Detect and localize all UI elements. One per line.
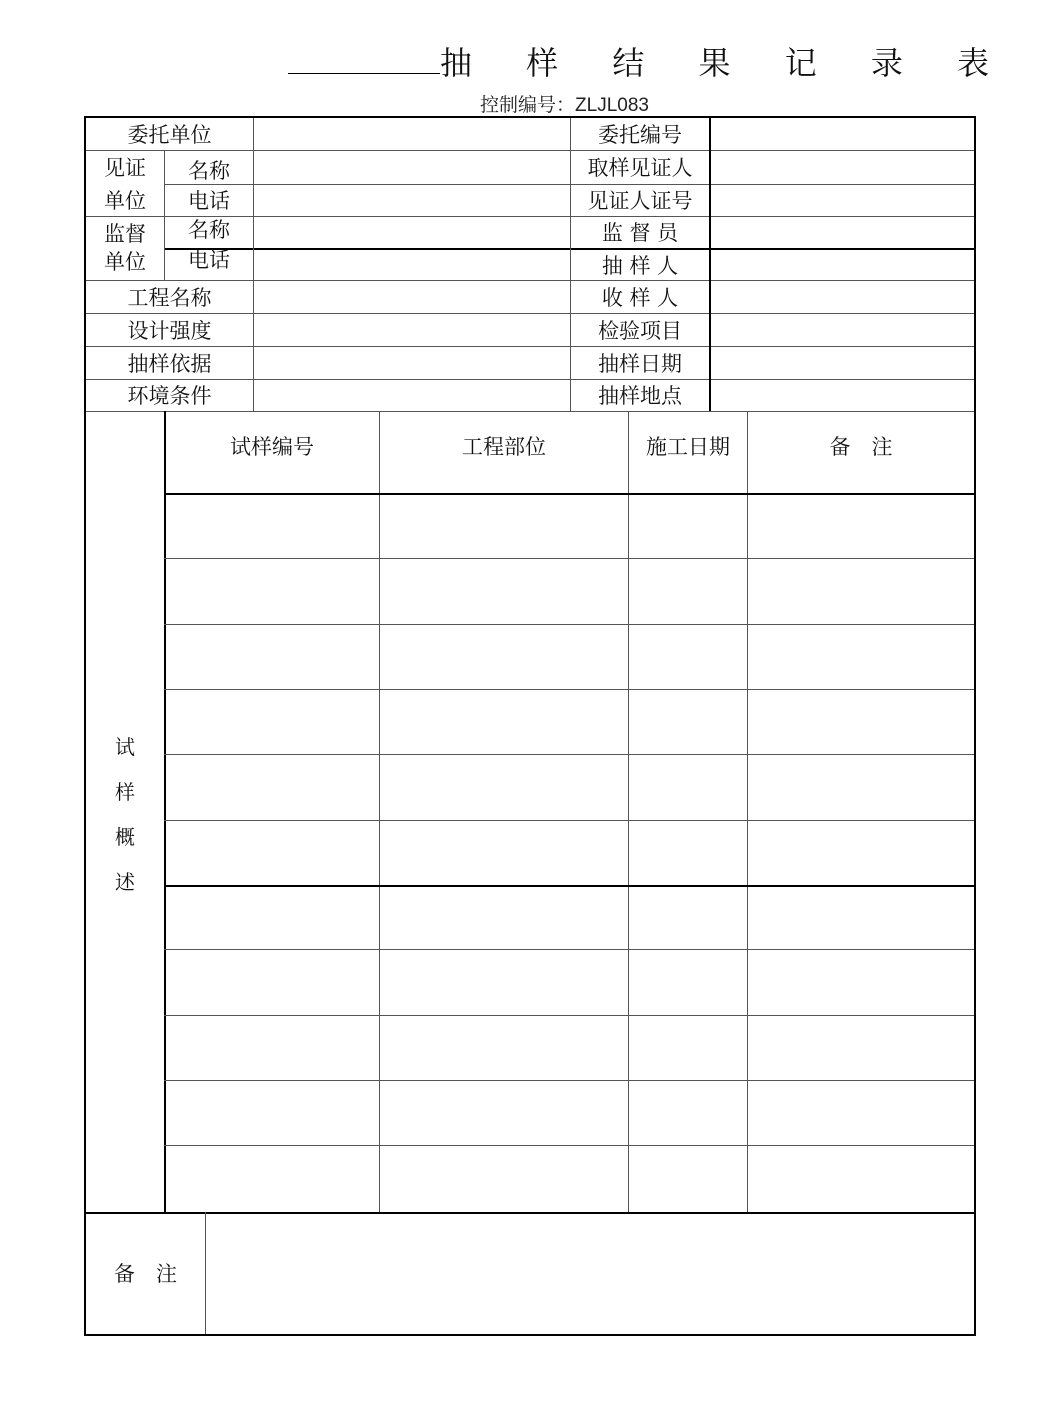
col-header-remark: 备 注 [829,435,893,459]
design-strength-field[interactable] [254,313,570,346]
sample-overview-label [105,725,145,905]
sampling-witness-field[interactable] [710,150,974,184]
cell-location[interactable] [380,1081,628,1144]
cell-sample-no[interactable] [165,690,379,753]
supervise-name-field[interactable] [254,216,570,248]
cell-location[interactable] [380,1016,628,1079]
control-number [480,90,649,117]
overview-char-1: 试 [115,735,135,759]
title-block [0,36,1055,84]
cell-build-date[interactable] [629,559,747,623]
environment-field[interactable] [254,379,570,411]
cell-location[interactable] [380,690,628,753]
remarks-label: 备 注 [114,1262,177,1286]
cell-location[interactable] [380,886,628,948]
page-title: 抽 样 结 果 记 录 表 [440,44,1012,82]
cell-sample-no[interactable] [165,494,379,557]
supervisor-label: 监 督 员 [601,221,679,245]
cell-build-date[interactable] [629,886,747,948]
sampling-basis-field[interactable] [254,346,570,379]
col-header-build-date: 施工日期 [646,435,730,459]
remarks-field[interactable] [206,1213,974,1333]
cell-remark[interactable] [748,1081,974,1144]
overview-char-3: 概 [115,825,135,849]
supervisor-field[interactable] [710,216,974,248]
sampling-witness-label: 取样见证人 [587,156,693,180]
cell-sample-no[interactable] [165,1016,379,1079]
witness-phone-field[interactable] [254,184,570,216]
test-item-label: 检验项目 [598,318,682,343]
supervise-unit-label-1: 监督 [104,222,146,246]
cell-location[interactable] [380,821,628,884]
col-header-sample-no: 试样编号 [230,435,314,459]
cell-build-date[interactable] [629,1146,747,1211]
cell-sample-no[interactable] [165,625,379,688]
cell-sample-no[interactable] [165,755,379,819]
witness-unit-label-2: 单位 [104,188,146,213]
receiver-label: 收 样 人 [601,285,679,310]
control-code: ZLJL083 [575,95,649,116]
cell-sample-no[interactable] [165,821,379,884]
cell-build-date[interactable] [629,1081,747,1144]
cell-remark[interactable] [748,821,974,884]
supervise-name-label: 名称 [188,218,230,242]
test-item-field[interactable] [710,313,974,346]
cell-location[interactable] [380,494,628,557]
cell-sample-no[interactable] [165,559,379,623]
cell-build-date[interactable] [629,625,747,688]
cell-build-date[interactable] [629,755,747,819]
overview-char-4: 述 [115,870,135,894]
witness-name-label: 名称 [188,159,230,183]
client-no-field[interactable] [710,118,974,150]
cell-build-date[interactable] [629,494,747,557]
client-unit-field[interactable] [254,118,570,150]
supervise-phone-label: 电话 [188,248,230,272]
cell-remark[interactable] [748,950,974,1014]
cell-sample-no[interactable] [165,950,379,1014]
cell-location[interactable] [380,625,628,688]
witness-name-field[interactable] [254,150,570,184]
sampler-label: 抽 样 人 [601,253,679,278]
cell-remark[interactable] [748,1016,974,1079]
project-name-field[interactable] [254,280,570,313]
cell-location[interactable] [380,950,628,1014]
sampling-place-field[interactable] [710,379,974,411]
cell-remark[interactable] [748,559,974,623]
receiver-field[interactable] [710,280,974,313]
title-blank-line[interactable] [288,73,440,74]
cell-location[interactable] [380,1146,628,1211]
cell-build-date[interactable] [629,821,747,884]
client-no-label: 委托编号 [598,123,682,147]
witness-phone-label: 电话 [188,189,230,213]
sampling-date-field[interactable] [710,346,974,379]
cell-build-date[interactable] [629,1016,747,1079]
cell-remark[interactable] [748,625,974,688]
cell-build-date[interactable] [629,690,747,753]
cell-build-date[interactable] [629,950,747,1014]
cell-location[interactable] [380,755,628,819]
record-table [84,116,976,1336]
witness-cert-label: 见证人证号 [587,189,693,213]
sampling-date-label: 抽样日期 [598,351,682,376]
cell-sample-no[interactable] [165,1081,379,1144]
supervise-unit-label-2: 单位 [104,250,146,274]
cell-remark[interactable] [748,690,974,753]
control-label: 控制编号： [480,94,576,116]
col-header-location: 工程部位 [462,435,546,459]
cell-remark[interactable] [748,494,974,557]
overview-char-2: 样 [115,780,135,804]
cell-location[interactable] [380,559,628,623]
sampling-place-label: 抽样地点 [598,384,682,408]
sampling-basis-label: 抽样依据 [127,351,212,376]
cell-sample-no[interactable] [165,1146,379,1211]
cell-remark[interactable] [748,886,974,948]
supervise-phone-field[interactable] [254,248,570,280]
project-name-label: 工程名称 [127,285,212,310]
cell-remark[interactable] [748,755,974,819]
sampler-field[interactable] [710,249,974,280]
design-strength-label: 设计强度 [127,318,212,343]
client-unit-label: 委托单位 [127,123,212,147]
witness-cert-field[interactable] [710,184,974,216]
witness-unit-label-1: 见证 [104,155,146,180]
cell-remark[interactable] [748,1146,974,1211]
environment-label: 环境条件 [127,384,212,408]
cell-sample-no[interactable] [165,886,379,948]
